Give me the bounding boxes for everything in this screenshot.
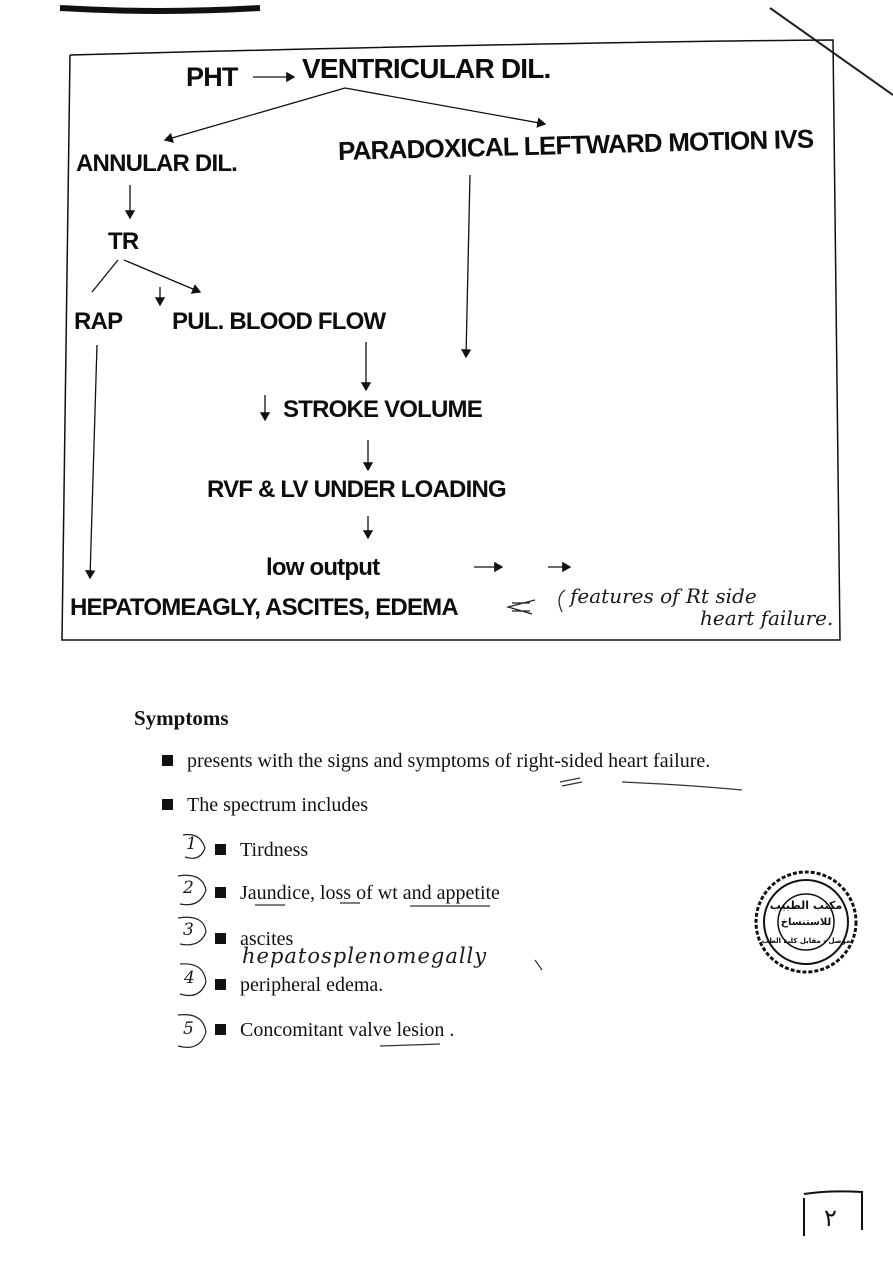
node-pul-blood-flow: PUL. BLOOD FLOW	[172, 308, 386, 335]
scan-artifact-top	[60, 8, 260, 11]
node-rvf: RVF & LV UNDER LOADING	[207, 476, 506, 503]
sub-item-1-text: Tirdness	[240, 839, 309, 861]
page-number: ٢	[824, 1204, 837, 1232]
node-paradoxical: PARADOXICAL LEFTWARD MOTION IVS	[337, 123, 814, 166]
node-stroke-volume: STROKE VOLUME	[283, 396, 482, 423]
node-pht: PHT	[186, 62, 238, 92]
sub-item-5-text: Concomitant valve lesion .	[240, 1019, 455, 1041]
symptom-item-1	[162, 750, 710, 773]
underline-heart-failure	[622, 782, 742, 790]
bullet-square-icon	[215, 933, 226, 944]
handwritten-note-line2: heart failure.	[700, 606, 834, 630]
insert-mark	[535, 960, 542, 970]
scan-artifact-corner	[770, 8, 893, 95]
arrow-tr-pul	[124, 260, 200, 292]
node-tr: TR	[108, 228, 139, 255]
node-low-output: low output	[266, 554, 380, 581]
arrow-annular	[165, 88, 345, 140]
handwritten-hepatosplenomegaly: hepatosplenomegally	[242, 944, 488, 968]
node-hepatomegaly: HEPATOMEAGLY, ASCITES, EDEMA	[70, 594, 458, 621]
node-ventricular-dil: VENTRICULAR DIL.	[302, 53, 551, 84]
sub-item-4-text: peripheral edema.	[240, 974, 384, 996]
sub-item-1	[215, 839, 308, 862]
marker-number-5: 5	[183, 1019, 194, 1039]
symptom-item-1-text: presents with the signs and symptoms of right-sided heart failure.	[187, 750, 711, 772]
stamp-line3: موصل - مقابل كلية الطب	[761, 937, 851, 945]
symptom-item-2-text: The spectrum includes	[187, 794, 369, 816]
node-annular-dil: ANNULAR DIL.	[76, 150, 238, 177]
underline-mark	[560, 778, 582, 786]
line-tr-rap	[92, 260, 118, 292]
sub-item-2	[215, 882, 500, 905]
marker-number-4: 4	[184, 968, 195, 988]
node-rap: RAP	[74, 308, 123, 335]
bullet-square-icon	[215, 844, 226, 855]
symptoms-heading: Symptoms	[134, 706, 229, 730]
arrow-paradoxical	[345, 88, 545, 124]
handwritten-brace	[559, 590, 565, 612]
bullet-square-icon	[215, 887, 226, 898]
sub-item-5	[215, 1019, 454, 1042]
marker-number-2: 2	[183, 878, 194, 898]
bullet-square-icon	[215, 979, 226, 990]
stamp-line2: للاستنساخ	[780, 917, 832, 928]
sub-item-2-text: Jaundice, loss of wt and appetite	[240, 882, 500, 904]
bullet-square-icon	[162, 755, 173, 766]
handwritten-arrow	[508, 600, 535, 614]
marker-number-1: 1	[186, 834, 197, 854]
underline-valve	[380, 1044, 440, 1046]
symptom-item-2	[162, 794, 368, 817]
sub-item-4	[215, 974, 383, 997]
arrow-rap-hepato	[90, 345, 97, 578]
bullet-square-icon	[162, 799, 173, 810]
sub-item-3-text: ascites	[240, 928, 294, 950]
stamp-line1: مكتب الطبيب	[769, 899, 843, 912]
arrow-paradoxical-down	[466, 175, 470, 357]
stamp	[756, 877, 856, 977]
handwritten-note-line1: features of Rt side	[570, 584, 757, 608]
marker-number-3: 3	[183, 920, 194, 940]
bullet-square-icon	[215, 1024, 226, 1035]
